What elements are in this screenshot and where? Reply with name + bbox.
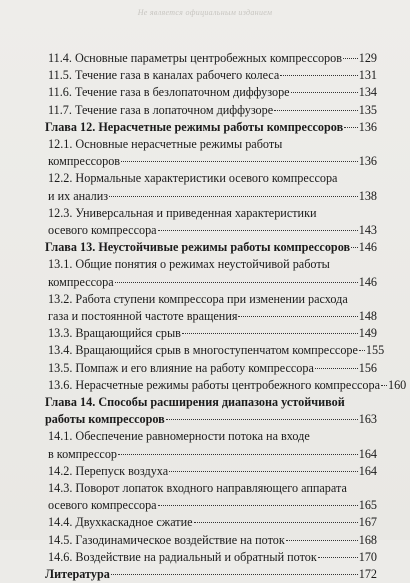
toc-page-number: 155 [365, 343, 385, 358]
dot-leader [158, 505, 358, 506]
toc-page-number: 172 [358, 567, 377, 582]
dot-leader [291, 92, 358, 93]
dot-leader [118, 454, 358, 455]
toc-section-entry [45, 84, 377, 101]
toc-entry-title-line: 11.7. Течение газа в лопаточном диффузоре [48, 102, 274, 117]
dot-leader [115, 282, 358, 283]
header-watermark: Не является официальным изданием [137, 8, 273, 17]
toc-chapter-entry [45, 119, 377, 136]
toc-page-number: 149 [358, 326, 377, 341]
table-of-contents [45, 50, 407, 583]
toc-section-entry [45, 549, 377, 566]
dot-leader [344, 127, 358, 128]
toc-page-number: 168 [358, 532, 377, 547]
toc-section-entry [45, 514, 377, 531]
dot-leader [121, 161, 358, 162]
toc-page-number: 146 [358, 274, 377, 289]
toc-page-number: 135 [358, 102, 377, 117]
toc-section-entry [45, 102, 377, 119]
dot-leader [111, 574, 358, 575]
toc-section-entry [45, 67, 377, 84]
toc-section-entry [45, 428, 377, 462]
toc-page-number: 170 [358, 549, 377, 564]
dot-leader [166, 419, 358, 420]
toc-page-number: 131 [358, 68, 377, 83]
toc-entry-title-line: 14.3. Поворот лопаток входного направляющего аппарата [48, 481, 347, 496]
toc-page-number: 165 [358, 498, 377, 513]
toc-page-number: 138 [358, 188, 377, 203]
dot-leader [194, 522, 358, 523]
toc-section-entry [45, 342, 385, 359]
toc-page-number: 129 [358, 51, 377, 65]
toc-entry-title-line: 12.1. Основные нерасчетные режимы работы [48, 137, 283, 152]
toc-entry-title-line: 11.5. Течение газа в каналах рабочего колеса [48, 68, 280, 83]
toc-entry-title-line: работы компрессоров [45, 412, 165, 427]
toc-page-number: 134 [358, 85, 377, 100]
toc-entry-title-line: Литература [45, 567, 110, 582]
toc-entry-title-line: 13.2. Работа ступени компрессора при изменении расхода [48, 291, 348, 306]
toc-section-entry [45, 136, 377, 170]
toc-page-number: 160 [387, 377, 407, 392]
toc-chapter-entry [45, 394, 377, 428]
toc-page-number: 136 [358, 154, 377, 169]
toc-entry-title-line: и их анализ [48, 188, 109, 203]
toc-entry-title-line: компрессора [48, 274, 114, 289]
toc-entry-title-line: Глава 12. Нерасчетные режимы работы компрессоров [45, 119, 344, 134]
dot-leader [158, 230, 358, 231]
toc-page-number: 136 [358, 119, 377, 134]
toc-section-entry [45, 377, 407, 394]
toc-page-number: 148 [358, 309, 377, 324]
toc-section-entry [45, 170, 377, 204]
toc-entry-title-line: 11.4. Основные параметры центробежных компрессоров [48, 51, 342, 65]
toc-page-number: 163 [358, 412, 377, 427]
toc-page-number: 156 [358, 360, 377, 375]
toc-section-entry [45, 256, 377, 290]
toc-section-entry [45, 532, 377, 549]
toc-section-entry [45, 325, 377, 342]
toc-page-number: 143 [358, 223, 377, 238]
dot-leader [280, 75, 357, 76]
toc-entry-title-line: 14.2. Перепуск воздуха [48, 463, 169, 478]
dot-leader [182, 333, 358, 334]
dot-leader [359, 350, 365, 351]
dot-leader [109, 196, 358, 197]
toc-entry-title-line: 14.5. Газодинамическое воздействие на поток [48, 532, 285, 547]
toc-entry-title-line: 13.1. Общие понятия о режимах неустойчивой работы [48, 257, 330, 272]
toc-entry-title-line: газа и постоянной частоте вращения [48, 309, 238, 324]
toc-entry-title-line: 14.6. Воздействие на радиальный и обратный поток [48, 549, 317, 564]
toc-section-entry [45, 360, 377, 377]
toc-page-number: 146 [358, 240, 377, 255]
toc-entry-title-line: 13.6. Нерасчетные режимы работы центробежного компрессора [48, 377, 380, 392]
dot-leader [343, 58, 358, 59]
toc-page-number: 164 [358, 446, 377, 461]
toc-entry-title-line: 14.1. Обеспечение равномерности потока на входе [48, 429, 310, 444]
toc-entry-title-line: 13.3. Вращающийся срыв [48, 326, 181, 341]
toc-entry-title-line: 12.3. Универсальная и приведенная характеристики [48, 205, 317, 220]
toc-section-entry [45, 463, 377, 480]
toc-entry-title-line: 13.5. Помпаж и его влияние на работу компрессора [48, 360, 314, 375]
toc-entry-title-line: 12.2. Нормальные характеристики осевого компрессора [48, 171, 338, 186]
toc-entry-title-line: осевого компрессора [48, 223, 157, 238]
dot-leader [169, 471, 358, 472]
toc-entry-title-line: в компрессор [48, 446, 118, 461]
toc-section-entry [45, 480, 377, 514]
dot-leader [238, 316, 357, 317]
dot-leader [351, 247, 358, 248]
toc-entry-title-line: осевого компрессора [48, 498, 157, 513]
toc-entry-title-line: компрессоров [48, 154, 121, 169]
toc-section-entry [45, 50, 377, 67]
toc-chapter-entry [45, 239, 377, 256]
dot-leader [274, 110, 358, 111]
toc-entry-title-line: 13.4. Вращающийся срыв в многоступенчатом компрессоре [48, 343, 358, 358]
dot-leader [381, 385, 387, 386]
toc-entry-title-line: Глава 14. Способы расширения диапазона устойчивой [45, 395, 345, 410]
dot-leader [318, 557, 358, 558]
dot-leader [315, 368, 358, 369]
toc-entry-title-line: Глава 13. Неустойчивые режимы работы компрессоров [45, 240, 351, 255]
toc-section-entry [45, 205, 377, 239]
toc-page-number: 164 [358, 463, 377, 478]
toc-page-number: 167 [358, 515, 377, 530]
toc-section-entry [45, 291, 377, 325]
toc-entry-title-line: 14.4. Двухкаскадное сжатие [48, 515, 193, 530]
toc-entry-title-line: 11.6. Течение газа в безлопаточном диффузоре [48, 85, 290, 100]
toc-chapter-entry [45, 566, 377, 583]
